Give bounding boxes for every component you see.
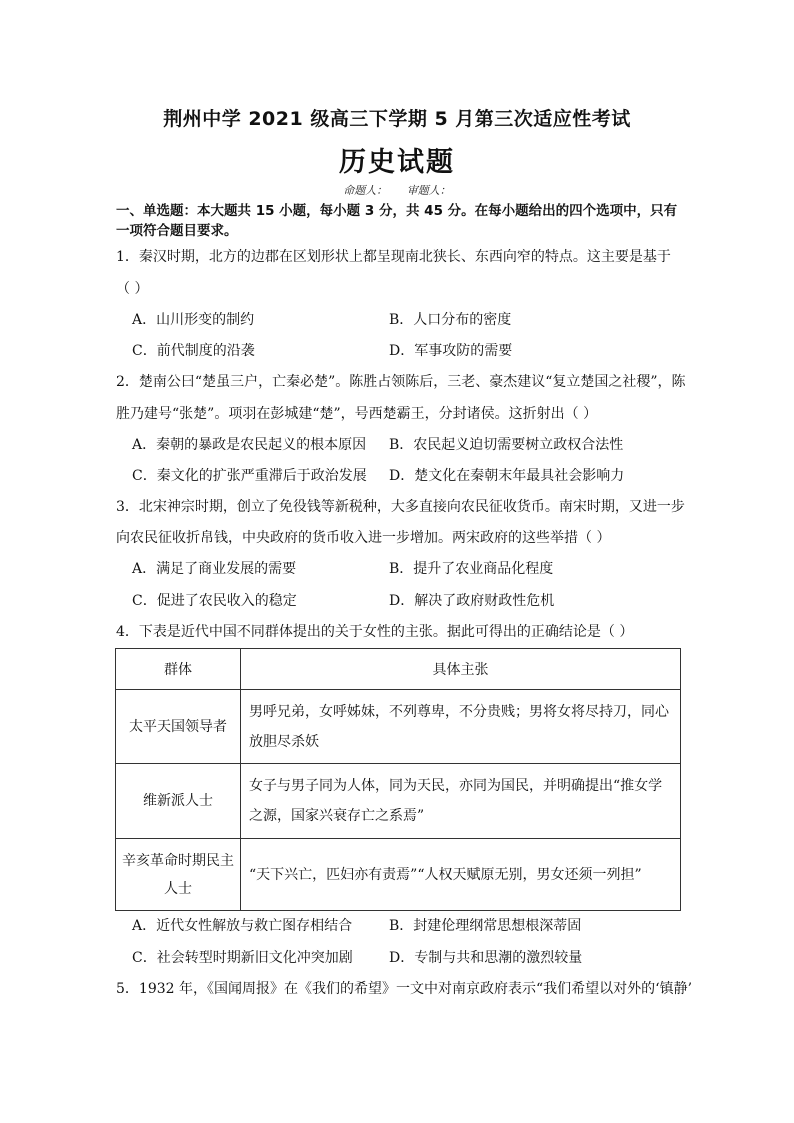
q1-option-a: A．山川形变的制约 bbox=[132, 312, 255, 328]
q4-option-c: C．社会转型时期新旧文化冲突加剧 bbox=[132, 950, 353, 966]
q4-table bbox=[115, 648, 681, 911]
q2-option-d: D．楚文化在秦朝末年最具社会影响力 bbox=[389, 468, 625, 484]
q1-option-d: D．军事攻防的需要 bbox=[389, 343, 513, 359]
q3-option-b: B．提升了农业商品化程度 bbox=[389, 561, 554, 577]
table-cell-text: 女子与男子同为人体，同为天民，亦同为国民，并明确提出“推女学之源，国家兴衰存亡之系焉” bbox=[241, 764, 681, 839]
q1-option-b: B．人口分布的密度 bbox=[389, 312, 512, 328]
q3-option-a: A．满足了商业发展的需要 bbox=[132, 561, 297, 577]
exam-title: 荆州中学 2021 级高三下学期 5 月第三次适应性考试 bbox=[163, 108, 631, 130]
q3-stem-line1: 3．北宋神宗时期，创立了免役钱等新税种，大多直接向农民征收货币。南宋时期，又进一步 bbox=[116, 499, 685, 515]
reviewer-label: 审题人： bbox=[406, 184, 451, 197]
table-cell-group: 维新派人士 bbox=[116, 764, 241, 839]
q1-stem-line1: 1．秦汉时期，北方的边郡在区划形状上都呈现南北狭长、东西向窄的特点。这主要是基于 bbox=[116, 249, 671, 265]
q1-option-c: C．前代制度的沿袭 bbox=[132, 343, 255, 359]
table-cell-group: 辛亥革命时期民主人士 bbox=[116, 839, 241, 911]
q4-option-d: D．专制与共和思潮的激烈较量 bbox=[389, 950, 583, 966]
section-instruction-line2: 一项符合题目要求。 bbox=[116, 223, 238, 239]
table-cell-group: 太平天国领导者 bbox=[116, 690, 241, 764]
table-row bbox=[116, 839, 681, 911]
q5-stem-line1: 5．1932 年，《国闻周报》在《我们的希望》一文中对南京政府表示“我们希望以对外的‘镇静’ bbox=[116, 981, 693, 997]
q2-stem-line2: 胜乃建号“张楚”。项羽在彭城建“楚”，号西楚霸王，分封诸侯。这折射出（ ） bbox=[116, 406, 598, 422]
author-line bbox=[0, 182, 794, 198]
section-instruction-line1: 一、单选题：本大题共 15 小题，每小题 3 分，共 45 分。在每小题给出的四个选项中，只有 bbox=[116, 203, 678, 219]
table-row bbox=[116, 764, 681, 839]
q3-option-c: C．促进了农民收入的稳定 bbox=[132, 593, 297, 609]
setter-label: 命题人： bbox=[343, 184, 388, 197]
q2-stem-line1: 2．楚南公曰“楚虽三户，亡秦必楚”。陈胜占领陈后，三老、豪杰建议“复立楚国之社稷”，陈 bbox=[116, 374, 686, 390]
q4-option-b: B．封建伦理纲常思想根深蒂固 bbox=[389, 918, 582, 934]
subject-title: 历史试题 bbox=[339, 147, 455, 178]
q1-stem-line2: （ ） bbox=[116, 281, 149, 297]
q2-option-c: C．秦文化的扩张严重滞后于政治发展 bbox=[132, 468, 367, 484]
table-cell-text: 男呼兄弟，女呼姊妹，不列尊卑，不分贵贱；男将女将尽持刀，同心放胆尽杀妖 bbox=[241, 690, 681, 764]
table-header-group: 群体 bbox=[116, 649, 241, 690]
q3-stem-line2: 向农民征收折帛钱，中央政府的货币收入进一步增加。两宋政府的这些举措（ ） bbox=[116, 530, 611, 546]
q4-option-a: A．近代女性解放与救亡图存相结合 bbox=[132, 918, 353, 934]
q4-stem-line1: 4．下表是近代中国不同群体提出的关于女性的主张。据此可得出的正确结论是（ ） bbox=[116, 624, 634, 640]
q2-option-b: B．农民起义迫切需要树立政权合法性 bbox=[389, 437, 624, 453]
q3-option-d: D．解决了政府财政性危机 bbox=[389, 593, 555, 609]
table-row bbox=[116, 690, 681, 764]
table-cell-text: “天下兴亡，匹妇亦有责焉”“人权天赋原无别，男女还须一列担” bbox=[241, 839, 681, 911]
q2-option-a: A．秦朝的暴政是农民起义的根本原因 bbox=[132, 437, 367, 453]
table-header-row bbox=[116, 649, 681, 690]
table-header-content: 具体主张 bbox=[241, 649, 681, 690]
